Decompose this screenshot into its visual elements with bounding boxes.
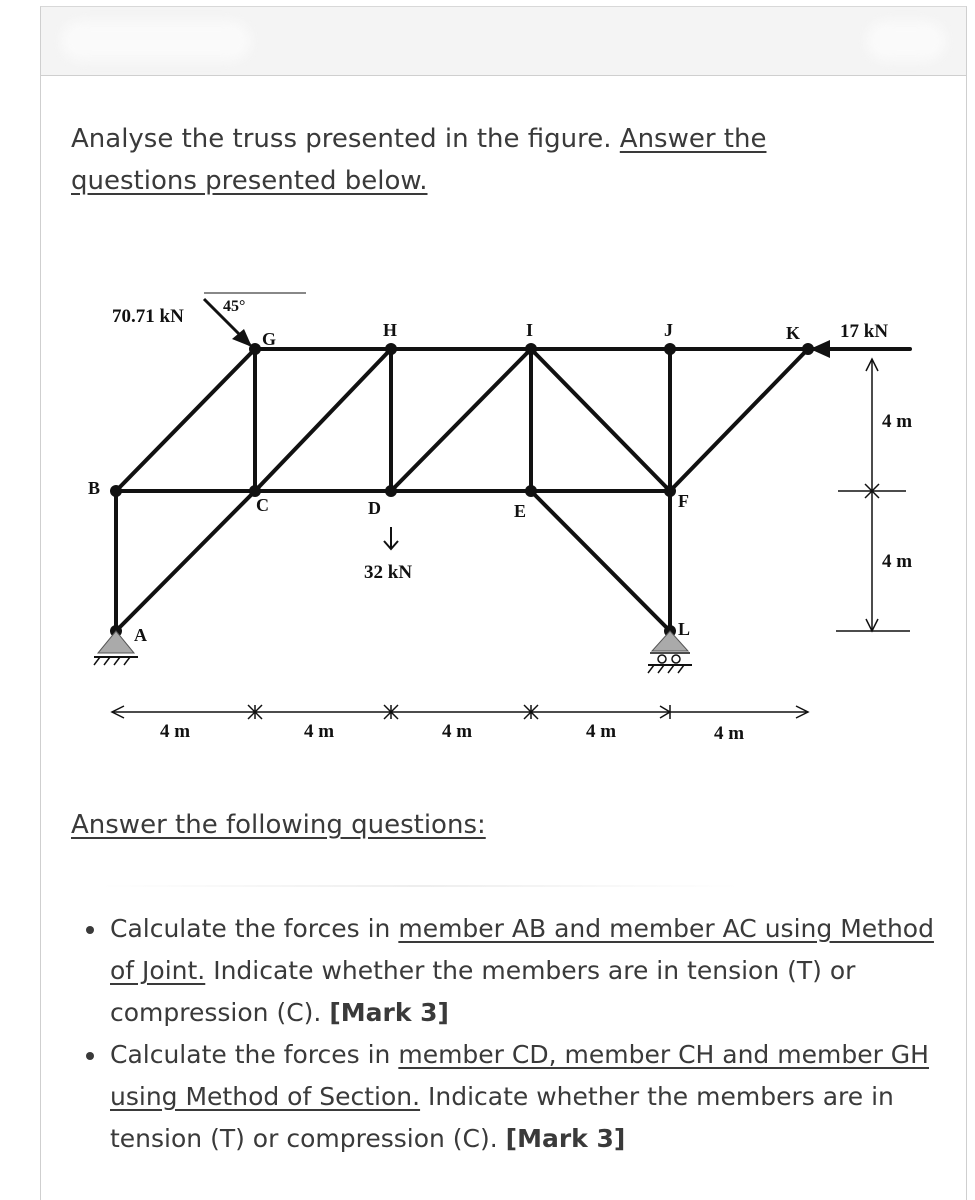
vertical-load-arrow xyxy=(384,527,398,549)
faint-divider xyxy=(100,885,740,887)
intro-plain: Analyse the truss presented in the figure. xyxy=(71,124,620,154)
intro-text xyxy=(71,118,891,202)
node-label-F: F xyxy=(678,491,689,511)
question-item-1 xyxy=(108,908,948,1034)
q2-suffix: Indicate whether the members are in tension (T) or compression (C). xyxy=(110,1082,894,1153)
height-label-1: 4 m xyxy=(882,411,913,432)
pin-support-icon xyxy=(94,631,138,665)
span-dimension-line xyxy=(112,705,808,719)
question-list xyxy=(80,908,948,1160)
truss-members xyxy=(116,349,913,631)
inclined-load-arrow xyxy=(204,293,306,347)
member-FK xyxy=(670,349,808,491)
node-label-G: G xyxy=(262,329,277,349)
questions-heading: Answer the following questions: xyxy=(71,810,486,840)
q2-mark: [Mark 3] xyxy=(505,1124,626,1153)
question-item-2 xyxy=(108,1034,948,1160)
node-label-D: D xyxy=(368,498,381,518)
span-label-1: 4 m xyxy=(160,721,191,742)
node-label-H: H xyxy=(383,320,398,340)
q2-prefix: Calculate the forces in xyxy=(110,1040,399,1069)
member-EL xyxy=(531,491,670,631)
node-label-I: I xyxy=(526,320,534,340)
node-label-C: C xyxy=(256,495,269,515)
span-label-3: 4 m xyxy=(442,721,473,742)
node-label-L: L xyxy=(678,619,691,639)
angle-label: 45° xyxy=(223,298,246,315)
node-label-A: A xyxy=(134,625,147,645)
joint-F xyxy=(664,485,676,497)
q1-suffix: Indicate whether the members are in tension (T) or compression (C). xyxy=(110,956,856,1027)
span-label-2: 4 m xyxy=(304,721,335,742)
span-label-5: 4 m xyxy=(714,723,745,744)
node-label-E: E xyxy=(514,501,527,521)
member-BG xyxy=(116,349,255,491)
load-label-left: 70.71 kN xyxy=(112,306,184,327)
truss-figure xyxy=(80,285,930,755)
height-dimension-line xyxy=(836,359,913,631)
load-label-right: 17 kN xyxy=(840,321,889,342)
load-label-mid: 32 kN xyxy=(364,562,413,583)
joint-D xyxy=(385,485,397,497)
truss-diagram xyxy=(80,285,930,755)
q2-underlined: member CD, member CH and member GH using Method of Section. xyxy=(110,1040,929,1111)
member-AC xyxy=(116,491,255,631)
member-DI xyxy=(391,349,531,491)
q1-underlined: member AB and member AC using Method of Joint. xyxy=(110,914,934,985)
horizontal-load-arrow xyxy=(810,340,910,358)
joint-B xyxy=(110,485,122,497)
joint-J xyxy=(664,343,676,355)
node-label-K: K xyxy=(786,323,801,343)
height-label-2: 4 m xyxy=(882,551,913,572)
member-IF xyxy=(531,349,670,491)
redacted-header-left xyxy=(61,21,251,61)
intro-underlined: Answer the questions presented below. xyxy=(71,124,767,196)
joint-I xyxy=(525,343,537,355)
node-label-B: B xyxy=(88,478,101,498)
q1-prefix: Calculate the forces in xyxy=(110,914,399,943)
joint-E xyxy=(525,485,537,497)
q1-mark: [Mark 3] xyxy=(329,998,449,1027)
header-bar xyxy=(41,7,966,76)
joint-H xyxy=(385,343,397,355)
redacted-header-right xyxy=(866,21,946,61)
member-CH xyxy=(255,349,391,491)
span-label-4: 4 m xyxy=(586,721,617,742)
node-label-J: J xyxy=(664,320,673,340)
